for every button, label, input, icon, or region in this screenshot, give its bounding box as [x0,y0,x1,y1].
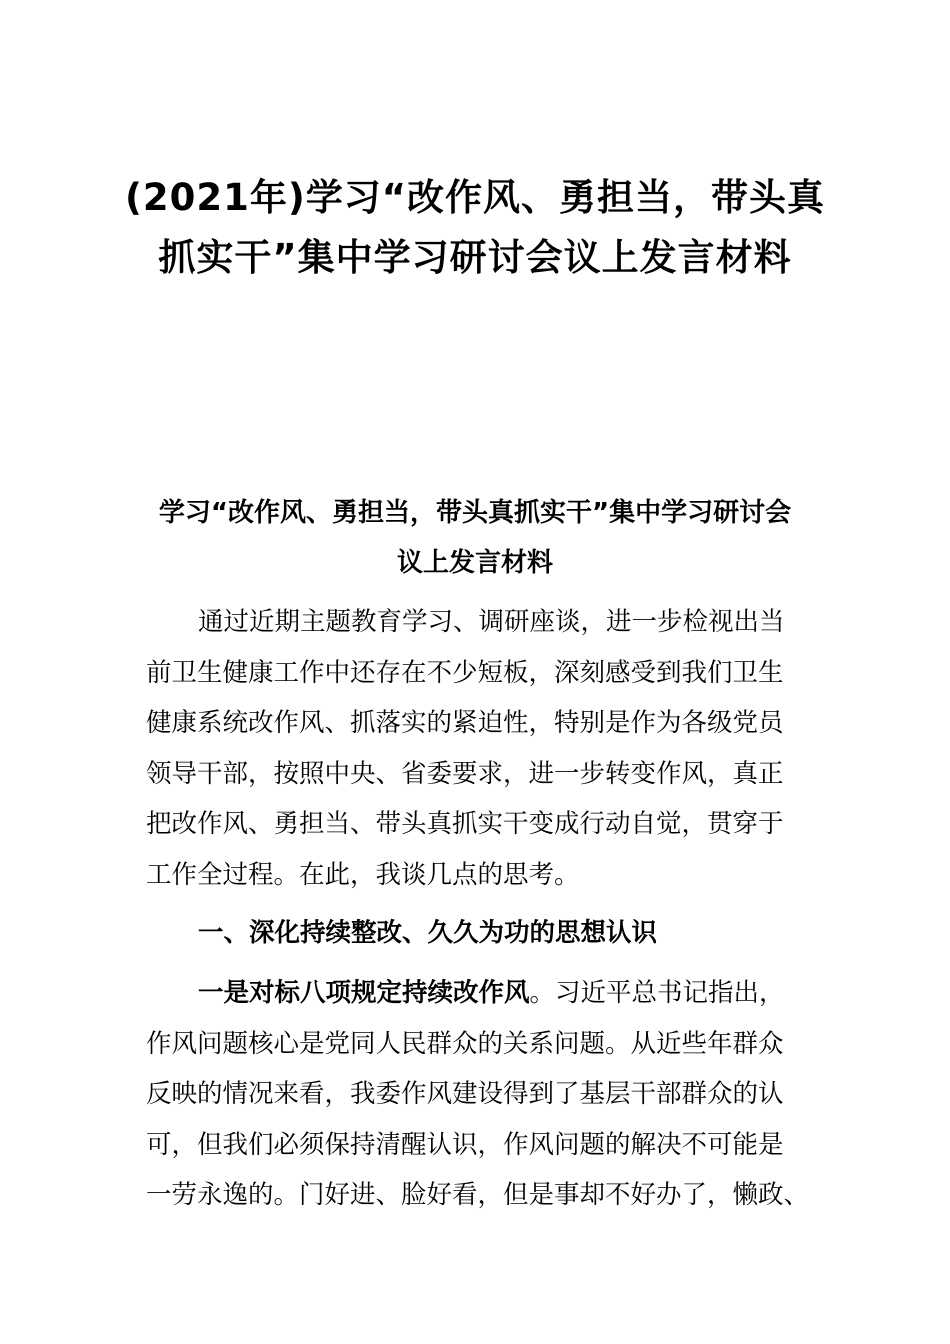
paragraph-line: 领导干部，按照中央、省委要求，进一步转变作风，真正 [146,758,784,789]
paragraph-line: 通过近期主题教育学习、调研座谈，进一步检视出当 [198,607,785,637]
paragraph-line: 作风问题核心是党同人民群众的关系问题。从近些年群众 [146,1028,784,1059]
cover-title-line: (2021年)学习“改作风、勇担当，带头真 [124,176,826,219]
cover-title [100,168,850,288]
paragraph-line: 工作全过程。在此，我谈几点的思考。 [146,859,580,890]
cover-title-line: 抓实干”集中学习研讨会议上发言材料 [158,236,792,279]
paragraph-bold-lead: 一是对标八项规定持续改作风 [198,978,530,1008]
document-title-line: 学习“改作风、勇担当，带头真抓实干”集中学习研讨会 [158,498,792,528]
document-title [120,488,830,588]
paragraph-line [146,968,806,1019]
paragraph-line-rest: 。习近平总书记指出， [529,978,785,1008]
section-heading: 一、深化持续整改、久久为功的思想认识 [198,918,658,948]
paragraph-line: 把改作风、勇担当、带头真抓实干变成行动自觉，贯穿于 [146,809,784,839]
paragraph-point-one [146,968,810,1221]
document-title-line: 议上发言材料 [396,548,553,578]
paragraph-line: 一劳永逸的。门好进、脸好看，但是事却不好办了，懒政、 [146,1180,810,1210]
paragraph-line: 可，但我们必须保持清醒认识，作风问题的解决不可能是 [146,1129,784,1160]
paragraph-line: 前卫生健康工作中还存在不少短板，深刻感受到我们卫生 [146,657,784,688]
paragraph-line: 健康系统改作风、抓落实的紧迫性，特别是作为各级党员 [146,708,784,738]
paragraph-intro [146,597,806,900]
paragraph-line: 反映的情况来看，我委作风建设得到了基层干部群众的认 [146,1079,784,1109]
